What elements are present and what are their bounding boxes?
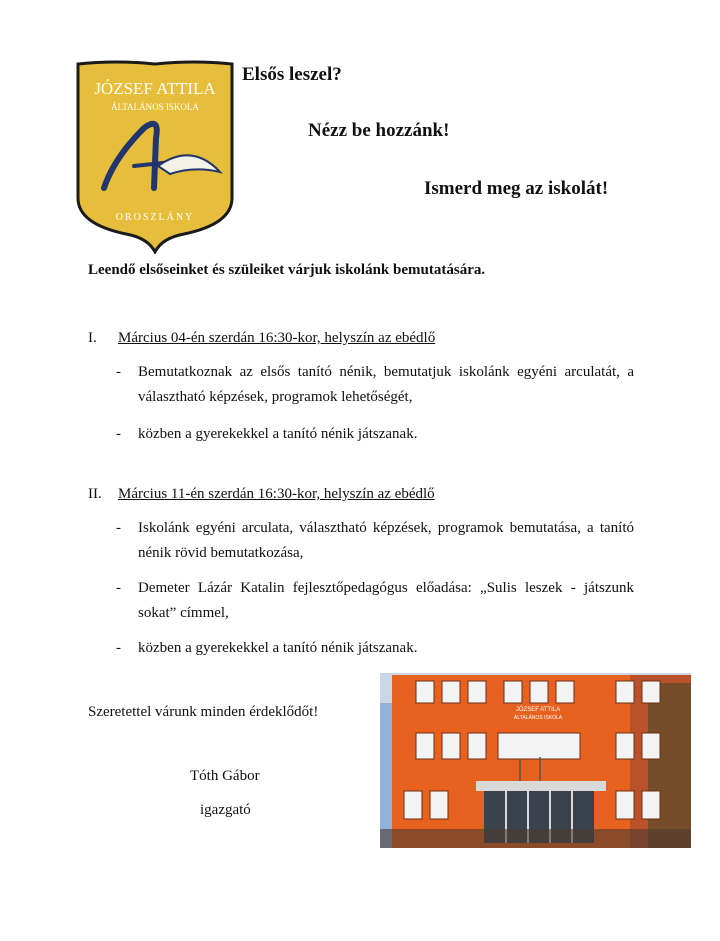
bullet-text: Demeter Lázár Katalin fejlesztőpedagógus előadása: „Sulis leszek - játszunk sokat” címmel, bbox=[138, 580, 634, 621]
section-2-heading: Március 11-én szerdán 16:30-kor, helyszín az ebédlő bbox=[118, 486, 435, 502]
heading-1: Elsős leszel? bbox=[242, 64, 342, 85]
signature-name: Tóth Gábor bbox=[190, 768, 260, 784]
intro-text: Leendő elsőseinket és szüleiket várjuk iskolánk bemutatására. bbox=[88, 262, 486, 278]
section-1-bullet-2 bbox=[116, 422, 634, 447]
school-photo bbox=[380, 673, 691, 848]
school-logo bbox=[74, 58, 236, 254]
bullet-dash: - bbox=[116, 580, 121, 596]
logo-title: JÓZSEF ATTILA bbox=[94, 79, 216, 98]
section-1-bullet-1 bbox=[116, 360, 634, 410]
bullet-text: közben a gyerekekkel a tanító nénik játszanak. bbox=[138, 426, 418, 442]
heading-3: Ismerd meg az iskolát! bbox=[424, 178, 609, 199]
section-2-bullet-2 bbox=[116, 576, 634, 626]
signature-title: igazgató bbox=[200, 802, 251, 818]
section-2-number: II. bbox=[88, 486, 102, 502]
section-2-bullet-3 bbox=[116, 636, 634, 661]
bullet-text: Iskolánk egyéni arculata, választható képzések, programok bemutatása, a tanító nénik rövid bemutatkozása, bbox=[138, 520, 634, 561]
logo-subtitle: ÁLTALÁNOS ISKOLA bbox=[111, 102, 199, 112]
photo-sign-line1: JÓZSEF ATTILA bbox=[515, 707, 561, 713]
section-1-heading: Március 04-én szerdán 16:30-kor, helyszín az ebédlő bbox=[118, 330, 436, 346]
bullet-dash: - bbox=[116, 520, 121, 536]
section-2-bullet-1 bbox=[116, 516, 634, 566]
bullet-dash: - bbox=[116, 640, 121, 656]
closing-text: Szeretettel várunk minden érdeklődőt! bbox=[88, 704, 319, 720]
bullet-dash: - bbox=[116, 426, 121, 442]
bullet-text: közben a gyerekekkel a tanító nénik játszanak. bbox=[138, 640, 418, 656]
bullet-dash: - bbox=[116, 364, 121, 380]
logo-town: OROSZLÁNY bbox=[115, 212, 195, 223]
bullet-text: Bemutatkoznak az elsős tanító nénik, bemutatjuk iskolánk egyéni arculatát, a választható képzések, programok lehetőségét, bbox=[138, 364, 634, 405]
heading-2: Nézz be hozzánk! bbox=[308, 120, 450, 141]
section-1-number: I. bbox=[88, 330, 97, 346]
photo-sign-line2: ÁLTALÁNOS ISKOLA bbox=[513, 715, 563, 721]
